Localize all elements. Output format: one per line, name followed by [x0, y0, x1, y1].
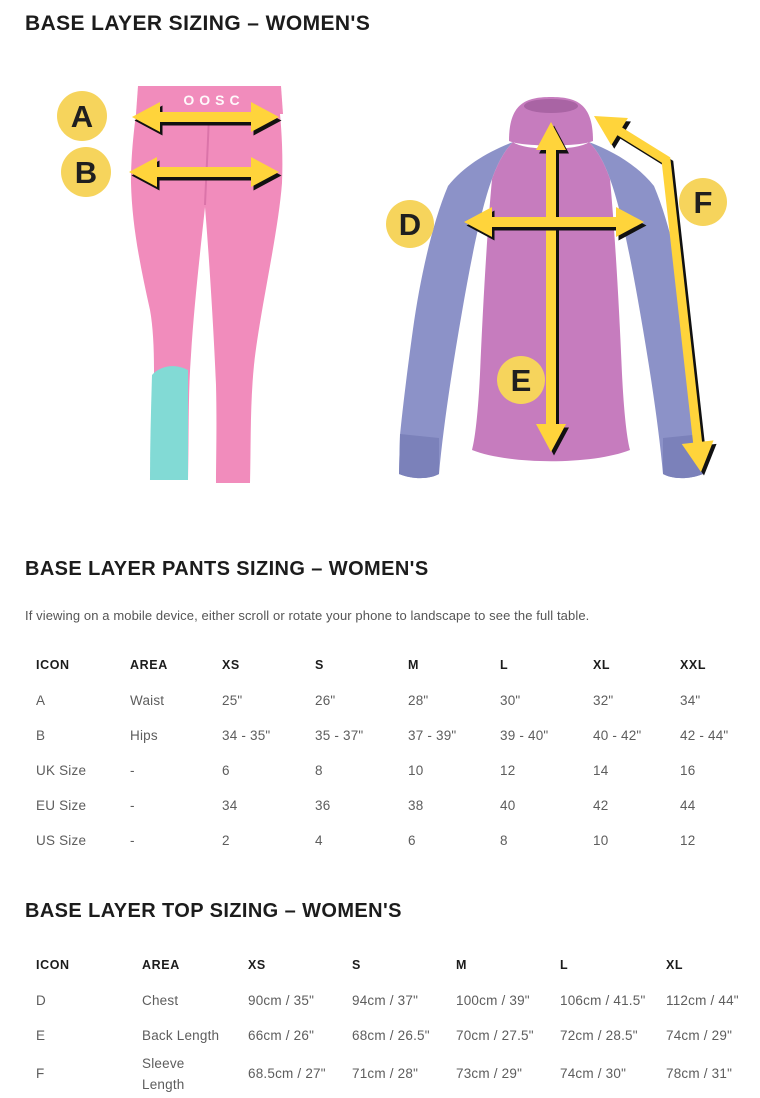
row-area-cell: Waist: [130, 693, 165, 709]
measure-point-e: [497, 356, 545, 404]
row-value-cell: 36: [315, 798, 331, 814]
column-header: XL: [666, 958, 684, 972]
measure-point-a-label: A: [70, 99, 94, 134]
row-area-cell: Sleeve Length: [142, 1056, 185, 1092]
row-area-cell: -: [130, 763, 135, 779]
column-header: AREA: [142, 958, 180, 972]
column-header: ICON: [36, 658, 70, 672]
column-header: L: [560, 958, 569, 972]
table-row: [36, 719, 736, 754]
row-area-cell: Hips: [130, 728, 158, 744]
row-value-cell: 66cm / 26": [248, 1028, 315, 1044]
row-icon-cell: EU Size: [36, 798, 87, 814]
row-value-cell: 38: [408, 798, 424, 814]
row-icon-cell: A: [36, 693, 46, 709]
pants-section-heading: BASE LAYER PANTS SIZING – WOMEN'S: [25, 558, 429, 580]
measure-point-b-label: B: [74, 155, 98, 190]
measure-point-b: [61, 147, 111, 197]
row-value-cell: 42 - 44": [680, 728, 729, 744]
row-value-cell: 44: [680, 798, 696, 814]
pants-table-head: [36, 646, 736, 684]
row-value-cell: 28": [408, 693, 429, 709]
row-value-cell: 12: [500, 763, 516, 779]
row-value-cell: 8: [315, 763, 323, 779]
column-header: AREA: [130, 658, 168, 672]
row-icon-cell: B: [36, 728, 46, 744]
row-icon-cell: E: [36, 1028, 46, 1044]
row-value-cell: 34 - 35": [222, 728, 271, 744]
row-value-cell: 68cm / 26.5": [352, 1028, 430, 1044]
column-header: L: [500, 658, 509, 672]
row-value-cell: 14: [593, 763, 609, 779]
pants-measurement-diagram: [28, 75, 308, 500]
leggings-turquoise-panel: [150, 366, 188, 480]
column-header: M: [456, 958, 468, 972]
table-row: [36, 824, 736, 859]
row-area-cell: -: [130, 798, 135, 814]
header-row: [36, 646, 736, 684]
table-row: [36, 1019, 736, 1054]
row-value-cell: 34: [222, 798, 238, 814]
top-table-body: [36, 984, 739, 1096]
row-value-cell: 112cm / 44": [666, 993, 739, 1009]
row-value-cell: 94cm / 37": [352, 993, 419, 1009]
row-value-cell: 74cm / 30": [560, 1066, 627, 1082]
row-value-cell: 71cm / 28": [352, 1066, 419, 1082]
measure-point-d: [386, 200, 434, 248]
column-header: S: [315, 658, 324, 672]
pants-table-body: [36, 684, 736, 859]
oosc-logo: OOSC: [183, 92, 245, 108]
row-area-cell: Back Length: [142, 1028, 220, 1044]
row-value-cell: 37 - 39": [408, 728, 457, 744]
table-row: [36, 754, 736, 789]
row-icon-cell: US Size: [36, 833, 87, 849]
row-icon-cell: D: [36, 993, 46, 1009]
column-header: M: [408, 658, 420, 672]
row-value-cell: 73cm / 29": [456, 1066, 523, 1082]
row-value-cell: 10: [408, 763, 424, 779]
row-value-cell: 70cm / 27.5": [456, 1028, 534, 1044]
row-value-cell: 6: [408, 833, 416, 849]
row-value-cell: 40: [500, 798, 516, 814]
row-value-cell: 2: [222, 833, 230, 849]
row-area-cell: -: [130, 833, 135, 849]
page-title: BASE LAYER SIZING – WOMEN'S: [25, 12, 371, 35]
row-value-cell: 78cm / 31": [666, 1066, 733, 1082]
row-value-cell: 35 - 37": [315, 728, 364, 744]
column-header: S: [352, 958, 361, 972]
top-measurement-diagram: [372, 84, 732, 484]
table-row: [36, 789, 736, 824]
row-value-cell: 40 - 42": [593, 728, 642, 744]
row-value-cell: 16: [680, 763, 696, 779]
top-section-heading: BASE LAYER TOP SIZING – WOMEN'S: [25, 900, 402, 922]
table-row: [36, 684, 736, 719]
row-value-cell: 42: [593, 798, 609, 814]
row-value-cell: 26": [315, 693, 336, 709]
column-header: ICON: [36, 958, 70, 972]
row-value-cell: 25": [222, 693, 243, 709]
top-table-head: [36, 946, 736, 984]
measure-point-d-label: D: [398, 207, 422, 242]
left-cuff: [399, 434, 439, 478]
row-icon-cell: F: [36, 1066, 45, 1082]
mobile-note: If viewing on a mobile device, either scroll or rotate your phone to landscape to see the full table.: [25, 608, 590, 623]
column-header: XL: [593, 658, 611, 672]
row-value-cell: 100cm / 39": [456, 993, 530, 1009]
row-value-cell: 39 - 40": [500, 728, 549, 744]
header-row: [36, 946, 736, 984]
row-value-cell: 32": [593, 693, 614, 709]
row-value-cell: 12: [680, 833, 696, 849]
row-value-cell: 34": [680, 693, 701, 709]
row-area-cell: Chest: [142, 993, 179, 1009]
row-value-cell: 30": [500, 693, 521, 709]
measure-point-f-label: F: [693, 185, 713, 220]
table-row: [36, 1054, 736, 1096]
measure-point-e-label: E: [510, 363, 532, 398]
row-value-cell: 72cm / 28.5": [560, 1028, 638, 1044]
row-value-cell: 74cm / 29": [666, 1028, 733, 1044]
row-value-cell: 8: [500, 833, 508, 849]
top-sizing-table: [36, 946, 739, 1096]
row-value-cell: 4: [315, 833, 323, 849]
column-header: XXL: [680, 658, 707, 672]
pants-sizing-table: [36, 646, 736, 859]
row-value-cell: 10: [593, 833, 609, 849]
row-value-cell: 106cm / 41.5": [560, 993, 646, 1009]
row-value-cell: 68.5cm / 27": [248, 1066, 326, 1082]
column-header: XS: [248, 958, 266, 972]
row-value-cell: 6: [222, 763, 230, 779]
measure-point-f: [679, 178, 727, 226]
table-row: [36, 984, 736, 1019]
row-value-cell: 90cm / 35": [248, 993, 315, 1009]
measure-point-a: [57, 91, 107, 141]
collar-inner-shadow: [524, 99, 578, 113]
column-header: XS: [222, 658, 240, 672]
row-icon-cell: UK Size: [36, 763, 87, 779]
